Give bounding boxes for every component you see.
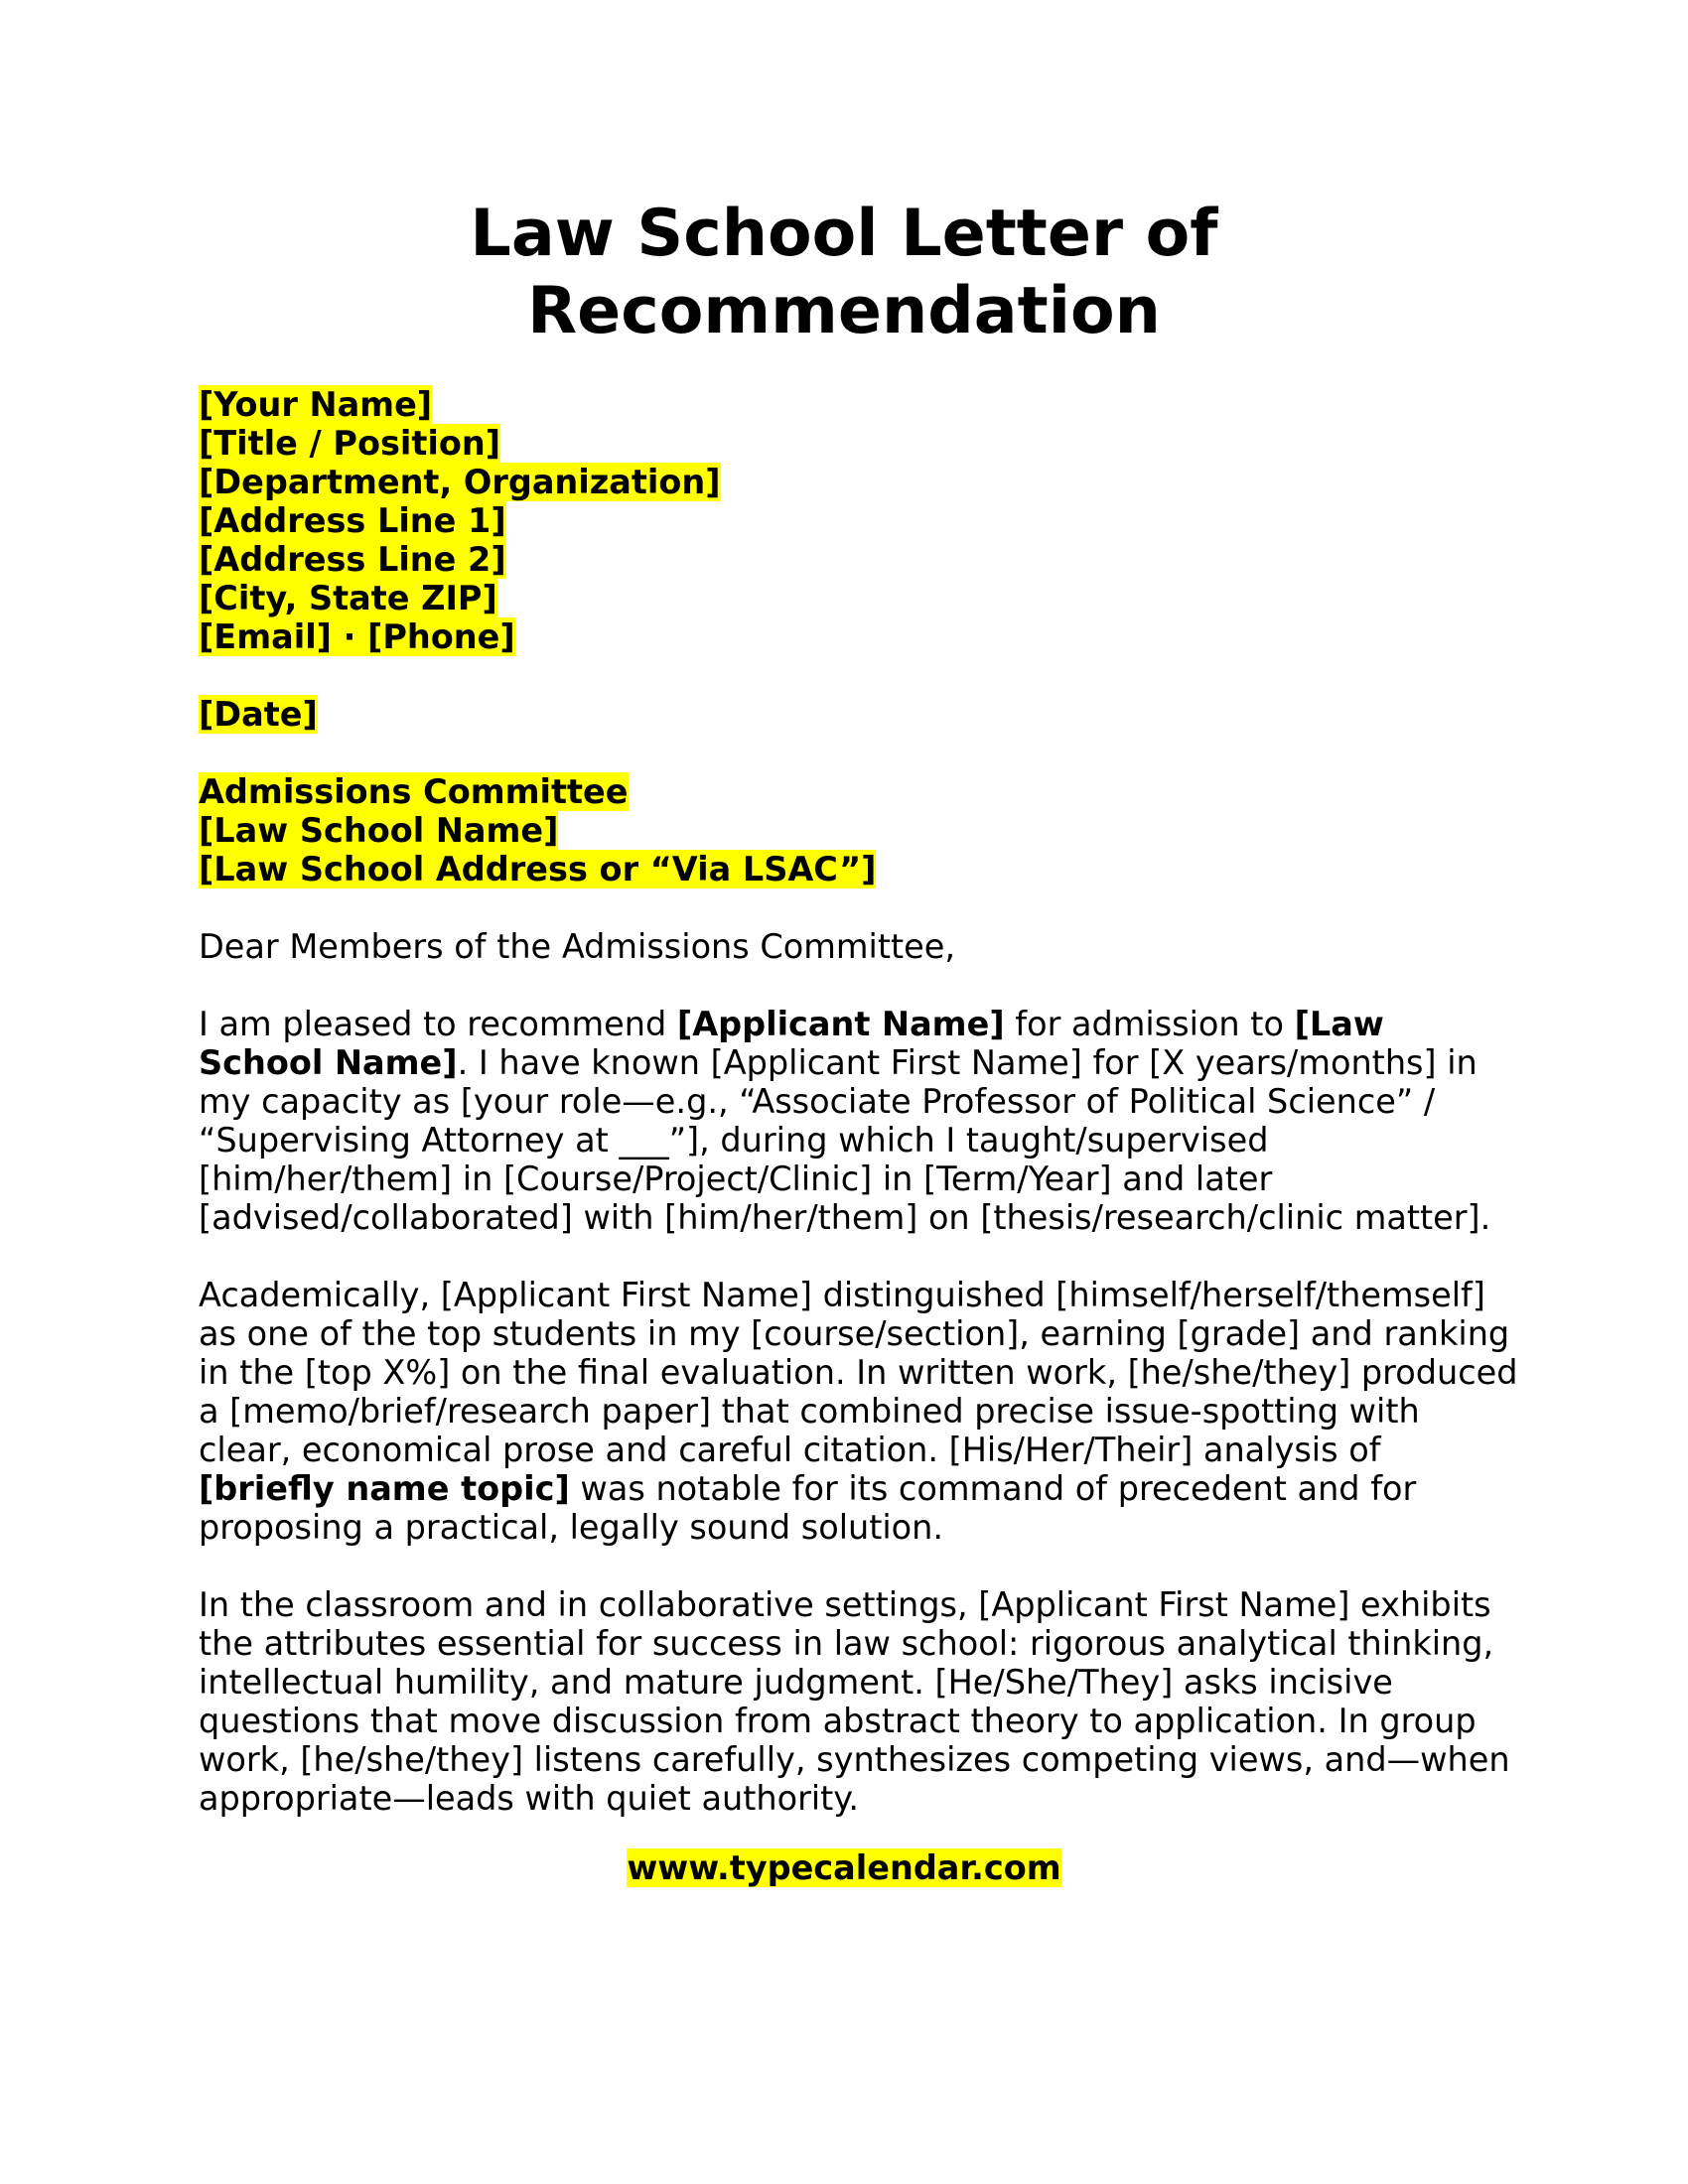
salutation: Dear Members of the Admissions Committee, — [199, 927, 955, 966]
page-title — [0, 196, 1688, 350]
applicant-name: [Applicant Name] — [676, 1005, 1005, 1043]
letter-body — [199, 385, 1519, 1818]
paragraph-introduction: I am pleased to recommend [Applicant Name] for admission to [Law School Name]. I have known [Applicant First Name] for [X years/months] in my capacity as [your role—e.g., “Associate Professor of Political Science” / “Supervising Attorney at ___”], during which I taught/supervised [him/her/them] in [Course/Project/Clinic] in [Term/Year] and later [advised/collaborated] with [him/her/them] on [thesis/research/clinic matter]. — [199, 1005, 1491, 1237]
sender-city: [City, State ZIP] — [199, 579, 497, 617]
topic-name: [briefly name topic] — [199, 1469, 570, 1508]
paragraph-academics: Academically, [Applicant First Name] distinguished [himself/herself/themself] as one of the top students in my [course/section], earning [grade] and ranking in the [top X%] on the final evaluation. In written work, [he/she/they] produced a [memo/brief/research paper] that combined precise issue-spotting with clear, economical prose and careful citation. [His/Her/Their] analysis of [briefly name topic] was notable for its command of precedent and for proposing a practical, legally sound solution. — [199, 1276, 1518, 1547]
date-block — [199, 695, 1519, 734]
letter-date: [Date] — [199, 695, 318, 734]
page-title-line-1: Law School Letter of — [470, 197, 1218, 271]
sender-address-line-2: [Address Line 2] — [199, 540, 506, 579]
recipient-line-3: [Law School Address or “Via LSAC”] — [199, 850, 877, 888]
law-school-name: [Law School Name] — [199, 1005, 1384, 1082]
paragraph-attributes: In the classroom and in collaborative settings, [Applicant First Name] exhibits the attributes essential for success in law school: rigorous analytical thinking, intellectual humility, and mature judgment. [He/She/They] asks incisive questions that move discussion from abstract theory to application. In group work, [he/she/they] listens carefully, synthesizes competing views, and—when appropriate—leads with quiet authority. — [199, 1585, 1510, 1818]
recipient-block — [199, 772, 1519, 888]
recipient-line-1: Admissions Committee — [199, 772, 629, 811]
footer-watermark — [0, 1848, 1688, 1887]
recipient-line-2: [Law School Name] — [199, 811, 559, 850]
sender-contact: [Email] · [Phone] — [199, 617, 515, 656]
page-title-line-2: Recommendation — [527, 274, 1161, 348]
footer-link[interactable]: www.typecalendar.com — [627, 1848, 1061, 1887]
sender-title: [Title / Position] — [199, 424, 501, 463]
sender-department: [Department, Organization] — [199, 463, 721, 501]
sender-name: [Your Name] — [199, 385, 433, 424]
sender-address-line-1: [Address Line 1] — [199, 501, 506, 540]
sender-block — [199, 385, 1519, 656]
